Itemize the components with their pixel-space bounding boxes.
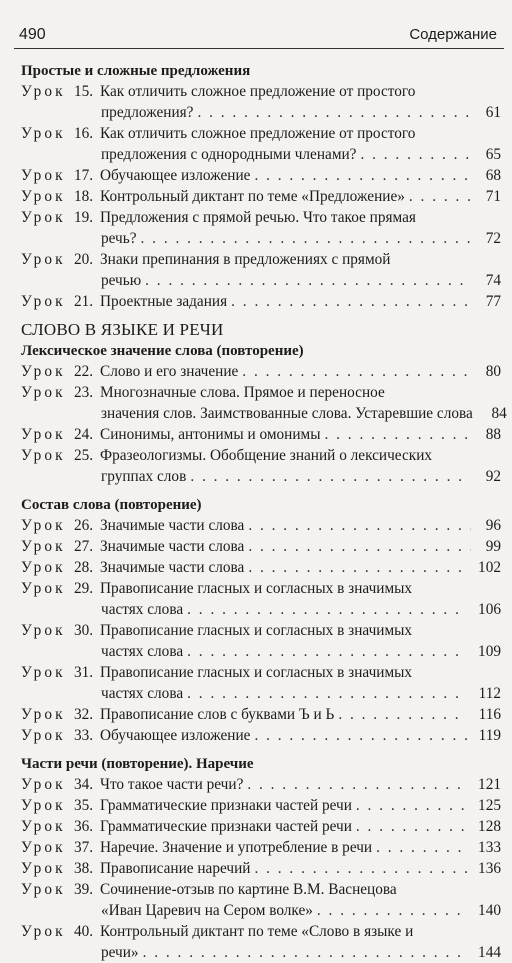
header-rule <box>14 48 504 49</box>
toc-line <box>21 270 501 291</box>
page-ref: 88 <box>485 426 501 443</box>
toc-entry <box>21 515 501 536</box>
dot-leader <box>338 704 467 725</box>
lesson-title: Проектные задания <box>100 293 228 310</box>
lesson-title: Слово и его значение <box>100 363 239 380</box>
toc-entry <box>21 816 501 837</box>
lesson-number: 19. <box>74 209 94 226</box>
lesson-title: Значимые части слова <box>100 517 245 534</box>
section-title: Состав слова (повторение) <box>21 497 202 513</box>
dot-leader <box>247 774 467 795</box>
page-ref: 140 <box>478 902 501 919</box>
toc-line <box>21 207 501 228</box>
table-of-contents <box>21 61 507 963</box>
page-ref: 121 <box>478 776 501 793</box>
dot-leader <box>356 795 467 816</box>
lesson-label: Урок <box>21 860 66 877</box>
section-gap <box>21 746 501 754</box>
lesson-number: 27. <box>74 538 94 555</box>
lesson-title: предложения? <box>101 104 194 121</box>
toc-line <box>21 186 501 207</box>
page-ref: 102 <box>478 559 501 576</box>
toc-line <box>21 361 501 382</box>
lesson-label: Урок <box>21 839 66 856</box>
page-ref: 80 <box>485 363 501 380</box>
page-ref: 119 <box>478 727 501 744</box>
lesson-title: Контрольный диктант по теме «Слово в языке и <box>100 923 414 940</box>
dot-leader <box>325 424 472 445</box>
toc-line <box>21 837 501 858</box>
lesson-number: 22. <box>74 363 94 380</box>
toc-line <box>21 228 501 249</box>
toc-line <box>21 165 501 186</box>
toc-line <box>21 921 501 942</box>
lesson-label: Урок <box>21 797 66 814</box>
page-ref: 77 <box>485 293 501 310</box>
lesson-title: речью <box>101 272 142 289</box>
lesson-title: Сочинение-отзыв по картине В.М. Васнецова <box>100 881 397 898</box>
toc-line <box>21 704 501 725</box>
dot-leader <box>248 557 467 578</box>
toc-entry <box>21 207 501 249</box>
dot-leader <box>190 466 471 487</box>
toc-line <box>21 424 501 445</box>
toc-entry <box>21 879 501 921</box>
page-ref: 74 <box>485 272 501 289</box>
dot-leader <box>141 228 471 249</box>
toc-line <box>21 445 501 466</box>
page-number: 490 <box>19 26 46 43</box>
toc-line <box>21 599 501 620</box>
lesson-title: Что такое части речи? <box>100 776 244 793</box>
lesson-number: 35. <box>74 797 94 814</box>
lesson-number: 33. <box>74 727 94 744</box>
lesson-title: Контрольный диктант по теме «Предложение» <box>100 188 405 205</box>
lesson-label: Урок <box>21 83 66 100</box>
toc-line <box>21 816 501 837</box>
lesson-label: Урок <box>21 167 66 184</box>
lesson-number: 18. <box>74 188 94 205</box>
dot-leader <box>409 186 471 207</box>
toc-line <box>21 774 501 795</box>
toc-line <box>21 144 501 165</box>
toc-entry <box>21 578 501 620</box>
dot-leader <box>254 165 471 186</box>
toc-entry <box>21 249 501 291</box>
toc-entry <box>21 361 501 382</box>
dot-leader <box>187 641 467 662</box>
lesson-number: 28. <box>74 559 94 576</box>
toc-entry <box>21 557 501 578</box>
lesson-number: 34. <box>74 776 94 793</box>
lesson-title: Значимые части слова <box>100 559 245 576</box>
lesson-label: Урок <box>21 559 66 576</box>
lesson-title: Как отличить сложное предложение от простого <box>100 83 416 100</box>
toc-entry <box>21 186 501 207</box>
toc-entry <box>21 921 501 963</box>
lesson-label: Урок <box>21 727 66 744</box>
lesson-label: Урок <box>21 923 66 940</box>
dot-leader <box>143 942 467 963</box>
lesson-label: Урок <box>21 384 66 401</box>
lesson-number: 17. <box>74 167 94 184</box>
dot-leader <box>145 270 471 291</box>
lesson-title: частях слова <box>101 685 184 702</box>
lesson-number: 23. <box>74 384 94 401</box>
page-ref: 133 <box>478 839 501 856</box>
page-ref: 68 <box>485 167 501 184</box>
lesson-number: 21. <box>74 293 94 310</box>
lesson-title: Правописание гласных и согласных в значимых <box>100 622 413 639</box>
toc-entry <box>21 382 507 424</box>
page-ref: 71 <box>485 188 501 205</box>
toc-entry <box>21 837 501 858</box>
dot-leader <box>317 900 467 921</box>
page-ref: 92 <box>485 468 501 485</box>
toc-line <box>21 249 501 270</box>
page-ref: 65 <box>485 146 501 163</box>
page-ref: 72 <box>485 230 501 247</box>
toc-line <box>21 662 501 683</box>
dot-leader <box>356 816 467 837</box>
lesson-label: Урок <box>21 363 66 380</box>
page-header <box>0 18 512 44</box>
lesson-title: Обучающее изложение <box>100 167 251 184</box>
lesson-label: Урок <box>21 776 66 793</box>
toc-line <box>21 900 501 921</box>
toc-entry <box>21 858 501 879</box>
lesson-title: Фразеологизмы. Обобщение знаний о лексических <box>100 447 433 464</box>
toc-line <box>21 466 501 487</box>
lesson-label: Урок <box>21 881 66 898</box>
page-ref: 116 <box>478 706 501 723</box>
lesson-number: 40. <box>74 923 94 940</box>
running-head: Содержание <box>409 26 497 43</box>
page-ref: 136 <box>478 860 501 877</box>
toc-line <box>21 536 501 557</box>
toc-line <box>21 557 501 578</box>
lesson-number: 38. <box>74 860 94 877</box>
lesson-title: Правописание слов с буквами Ъ и Ь <box>100 706 335 723</box>
toc-entry <box>21 774 501 795</box>
page-ref: 84 <box>491 405 507 422</box>
lesson-title: значения слов. Заимствованные слова. Устаревшие слова <box>101 405 473 422</box>
toc-entry <box>21 725 501 746</box>
dot-leader <box>231 291 471 312</box>
toc-entry <box>21 165 501 186</box>
toc-line <box>21 683 501 704</box>
section-title: Простые и сложные предложения <box>21 63 251 79</box>
lesson-title: Грамматические признаки частей речи <box>100 797 352 814</box>
dot-leader <box>242 361 471 382</box>
lesson-number: 32. <box>74 706 94 723</box>
toc-entry <box>21 662 501 704</box>
page-ref: 125 <box>478 797 501 814</box>
toc-entry <box>21 536 501 557</box>
lesson-label: Урок <box>21 818 66 835</box>
page-ref: 128 <box>478 818 501 835</box>
lesson-number: 31. <box>74 664 94 681</box>
lesson-number: 29. <box>74 580 94 597</box>
lesson-title: Многозначные слова. Прямое и переносное <box>100 384 385 401</box>
toc-line <box>21 578 501 599</box>
toc-line <box>21 725 501 746</box>
toc-line <box>21 291 501 312</box>
page-ref: 99 <box>485 538 501 555</box>
dot-leader <box>187 599 467 620</box>
toc-line <box>21 102 501 123</box>
lesson-title: «Иван Царевич на Сером волке» <box>101 902 313 919</box>
lesson-title: Грамматические признаки частей речи <box>100 818 352 835</box>
dot-leader <box>248 536 471 557</box>
lesson-title: Предложения с прямой речью. Что такое прямая <box>100 209 416 226</box>
part-title: СЛОВО В ЯЗЫКЕ И РЕЧИ <box>21 320 224 339</box>
lesson-label: Урок <box>21 293 66 310</box>
toc-line <box>21 81 501 102</box>
toc-entry <box>21 81 501 123</box>
lesson-number: 25. <box>74 447 94 464</box>
lesson-number: 20. <box>74 251 94 268</box>
toc-line <box>21 620 501 641</box>
lesson-number: 16. <box>74 125 94 142</box>
lesson-label: Урок <box>21 517 66 534</box>
lesson-label: Урок <box>21 251 66 268</box>
lesson-label: Урок <box>21 580 66 597</box>
page-ref: 61 <box>485 104 501 121</box>
lesson-number: 15. <box>74 83 94 100</box>
dot-leader <box>254 725 467 746</box>
dot-leader <box>254 858 467 879</box>
toc-line <box>21 403 507 424</box>
lesson-label: Урок <box>21 622 66 639</box>
section-title: Лексическое значение слова (повторение) <box>21 343 304 359</box>
lesson-title: Наречие. Значение и употребление в речи <box>100 839 373 856</box>
page-ref: 96 <box>485 517 501 534</box>
dot-leader <box>248 515 471 536</box>
toc-line <box>21 382 501 403</box>
toc-entry <box>21 123 501 165</box>
toc-line <box>21 515 501 536</box>
section-gap <box>21 487 501 495</box>
page-ref: 106 <box>478 601 501 618</box>
lesson-number: 37. <box>74 839 94 856</box>
toc-line <box>21 879 501 900</box>
lesson-number: 36. <box>74 818 94 835</box>
lesson-title: Обучающее изложение <box>100 727 251 744</box>
page-ref: 144 <box>478 944 501 961</box>
toc-line <box>21 641 501 662</box>
lesson-label: Урок <box>21 426 66 443</box>
lesson-title: Знаки препинания в предложениях с прямой <box>100 251 391 268</box>
lesson-title: частях слова <box>101 643 184 660</box>
lesson-number: 39. <box>74 881 94 898</box>
lesson-title: частях слова <box>101 601 184 618</box>
toc-entry <box>21 620 501 662</box>
lesson-number: 24. <box>74 426 94 443</box>
toc-line <box>21 795 501 816</box>
lesson-title: речи» <box>101 944 139 961</box>
toc-entry <box>21 424 501 445</box>
lesson-title: предложения с однородными членами? <box>101 146 357 163</box>
lesson-title: Правописание гласных и согласных в значимых <box>100 664 413 681</box>
toc-entry <box>21 704 501 725</box>
toc-line <box>21 123 501 144</box>
toc-line <box>21 942 501 963</box>
lesson-title: Значимые части слова <box>100 538 245 555</box>
toc-entry <box>21 795 501 816</box>
toc-line <box>21 858 501 879</box>
lesson-label: Урок <box>21 706 66 723</box>
dot-leader <box>360 144 471 165</box>
section-title: Части речи (повторение). Наречие <box>21 756 254 772</box>
lesson-title: речь? <box>101 230 137 247</box>
lesson-label: Урок <box>21 188 66 205</box>
lesson-title: Правописание гласных и согласных в значимых <box>100 580 413 597</box>
lesson-title: группах слов <box>101 468 187 485</box>
dot-leader <box>376 837 467 858</box>
lesson-title: Правописание наречий <box>100 860 251 877</box>
lesson-label: Урок <box>21 125 66 142</box>
lesson-title: Синонимы, антонимы и омонимы <box>100 426 321 443</box>
lesson-label: Урок <box>21 209 66 226</box>
page-ref: 112 <box>478 685 501 702</box>
page-ref: 109 <box>478 643 501 660</box>
lesson-label: Урок <box>21 538 66 555</box>
lesson-title: Как отличить сложное предложение от простого <box>100 125 416 142</box>
toc-entry <box>21 445 501 487</box>
dot-leader <box>187 683 467 704</box>
toc-entry <box>21 291 501 312</box>
lesson-label: Урок <box>21 447 66 464</box>
dot-leader <box>197 102 471 123</box>
lesson-number: 30. <box>74 622 94 639</box>
lesson-number: 26. <box>74 517 94 534</box>
lesson-label: Урок <box>21 664 66 681</box>
